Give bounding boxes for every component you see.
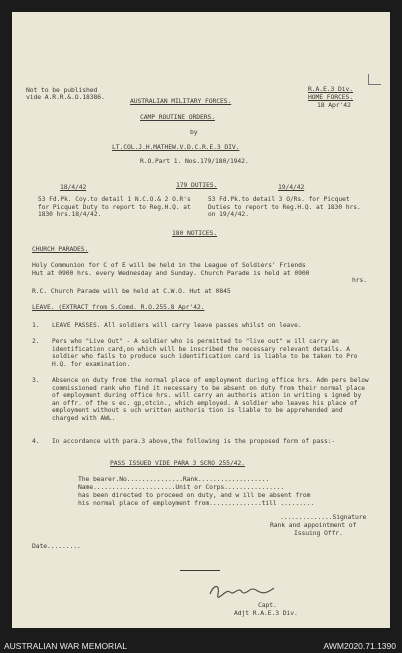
document-page xyxy=(12,12,390,628)
archive-footer xyxy=(0,632,402,653)
item-3-text: Absence on duty from the normal place of employment during office hrs. Adm pers below commissioned rank who find it necessary to be absent on duty from their normal place of employment during office hrs. will carry an authoris ation in writing s igned by an offr. of the s ec. gp,otcin., which employed. A soldier who leaves his place of employment without s uch written authoris tion is liable to be apprehended and charged with AWL. xyxy=(52,377,369,422)
item-3-number: 3. xyxy=(32,376,40,384)
holy-communion-line-1: Holy Communion for C of E will be held in the League of Soldiers' Friends xyxy=(32,261,306,269)
item-1-number: 1. xyxy=(32,321,40,329)
pass-line-4: his normal place of employment from..............till ......... xyxy=(78,499,315,507)
item-2-number: 2. xyxy=(32,337,40,345)
rank-appointment: Rank and appointment of xyxy=(270,521,357,529)
signature-scribble xyxy=(208,580,278,600)
duty-date-left: 18/4/42 xyxy=(60,183,87,191)
corner-mark xyxy=(368,74,381,85)
organisation-heading: AUSTRALIAN MILITARY FORCES. xyxy=(130,97,232,105)
pass-heading: PASS ISSUED VIDE PARA 3 SCRO 255/42. xyxy=(110,459,245,467)
item-4-text: In accordance with para.3 above,the following is the proposed form of pass:- xyxy=(52,438,336,445)
accession-number: AWM2020.71.1390 xyxy=(323,641,396,651)
holy-communion-line-3: hrs. xyxy=(352,276,367,284)
publication-note-2: vide A.R.R.&.O.18386. xyxy=(26,93,105,101)
issuing-officer: Issuing Offr. xyxy=(294,529,343,537)
item-4-number: 4. xyxy=(32,437,40,445)
rank-captain: Capt. xyxy=(258,601,277,609)
routine-order-numbers: R.O.Part 1. Nos.179/180/1942. xyxy=(140,157,249,165)
document-title: CAMP ROUTINE ORDERS. xyxy=(140,113,215,121)
officer-line: LT.COL.J.H.MATHEW.V.D.C.R.E.3 DIV. xyxy=(112,143,240,151)
pass-line-3: has been directed to proceed on duty, and w ill be absent from xyxy=(78,491,311,499)
notices-heading: 180 NOTICES. xyxy=(172,229,217,237)
duty-right-text: 53 Fd.Pk.to detail 3 O/Rs. for Picquet Duties to report to Reg.H.Q. at 1830 hrs. on 19/4/42. xyxy=(208,196,361,219)
by-line: by xyxy=(190,128,198,136)
church-parades-heading: CHURCH PARADES. xyxy=(32,245,89,253)
home-forces-line: HOME FORCES. xyxy=(308,93,353,101)
item-1-text: LEAVE PASSES. All soldiers will carry leave passes whilst on leave. xyxy=(52,322,302,329)
leave-heading: LEAVE. (EXTRACT from S.Comd. R.O.255.8 Apr'42. xyxy=(32,303,205,311)
institution-name: AUSTRALIAN WAR MEMORIAL xyxy=(4,641,127,651)
item-2-text: Pers who "Live Out" - A soldier who is permitted to "live out" w ill carry an identification card,on which will be inscribed the necessary relevant details. A soldier who fails to produce such identification card is liable to be taken to Pro H.Q. for examination. xyxy=(52,338,358,368)
rc-parade-line: R.C. Church Parade will be held at C.W.O. Hut at 0845 xyxy=(32,287,231,295)
duty-date-right: 19/4/42 xyxy=(278,183,305,191)
duties-heading: 179 DUTIES. xyxy=(176,181,218,189)
holy-communion-line-2: Hut at 0900 hrs. every Wednesday and Sunday. Church Parade is held at 0900 xyxy=(32,269,310,277)
separator-rule xyxy=(180,570,220,571)
signature-line: ..............Signature xyxy=(280,513,367,521)
duty-left-text: 53 Fd.Pk. Coy.to detail 1 N.C.O.& 2 O.R's for Picquet Duty to report to Reg.H.Q. at 1830 hrs.18/4/42. xyxy=(38,196,191,219)
adjutant-line: Adjt R.A.E.3 Div. xyxy=(234,609,298,617)
document-date: 18 Apr'42 xyxy=(317,101,351,109)
unit-line: R.A.E.3 Div. xyxy=(308,85,353,93)
pass-line-2: Name......................Unit or Corps................ xyxy=(78,483,285,491)
publication-note-1: Not to be published xyxy=(26,86,98,94)
pass-line-1: The bearer.No...............Rank................... xyxy=(78,475,270,483)
date-field: Date......... xyxy=(32,542,81,550)
